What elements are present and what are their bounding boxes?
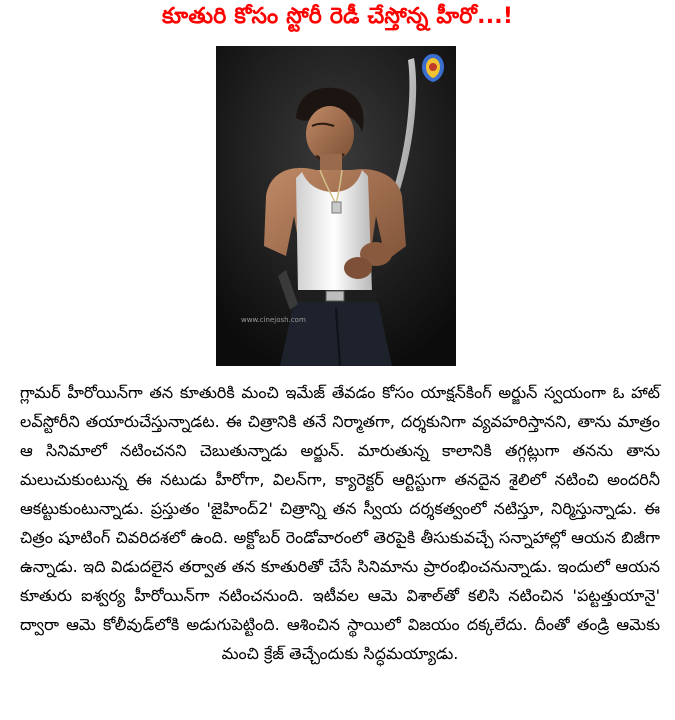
article-body: గ్లామర్ హీరోయిన్‌గా తన కూతురికి మంచి ఇమేజ్ తేవడం కోసం యాక్షన్‌కింగ్ అర్జున్ స్వయంగా ఓ హాట్ లవ్‌స్టోరీని తయారుచేస్తున్నాడట. ఈ చిత్రానికి తనే నిర్మాతగా, దర్శకునిగా వ్యవహరిస్తానని, తాను మాత్రం ఆ సినిమాలో నటించనని చెబుతున్నాడు అర్జున్. మారుతున్న కాలానికి తగ్గట్లుగా తనను తాను మలుచుకుంటున్న ఈ నటుడు హీరోగా, విలన్‌గా, క్యారెక్టర్ ఆర్టిస్టుగా తనదైన శైలిలో నటించి అందరినీ ఆకట్టుకుంటున్నాడు. ప్రస్తుతం 'జైహింద్2' చిత్రాన్ని తన స్వీయ దర్శకత్వంలో నటిస్తూ, నిర్మిస్తున్నాడు. ఈ చిత్రం షూటింగ్ చివరిదశలో ఉంది. అక్టోబర్ రెండోవారంలో తెరపైకి తీసుకువచ్చే సన్నాహాల్లో ఆయన బిజీగా ఉన్నాడు. ఇది విడుదలైన తర్వాత తన కూతురితో చేసే సినిమాను ప్రారంభించనున్నాడు. ఇందులో ఆయన కూతురు ఐశ్వర్య హీరోయిన్‌గా నటించనుంది. ఇటీవల ఆమె విశాల్‌తో కలిసి నటించిన 'పట్టత్తుయానై' ద్వారా ఆమె కోలీవుడ్‌లోకి అడుగుపెట్టింది. ఆశించిన స్థాయిలో విజయం దక్కలేదు. దీంతో తండ్రి ఆమెకు మంచి క్రేజ్ తెచ్చేందుకు సిద్ధమయ్యాడు. (20, 383, 660, 663)
cinejosh-logo-icon (420, 52, 446, 84)
headline: కూతురి కోసం స్టోరీ రెడీ చేస్తోన్న హీరో...! (161, 4, 514, 29)
site-watermark: www.cinejosh.com (241, 316, 306, 324)
article-photo (216, 46, 456, 366)
